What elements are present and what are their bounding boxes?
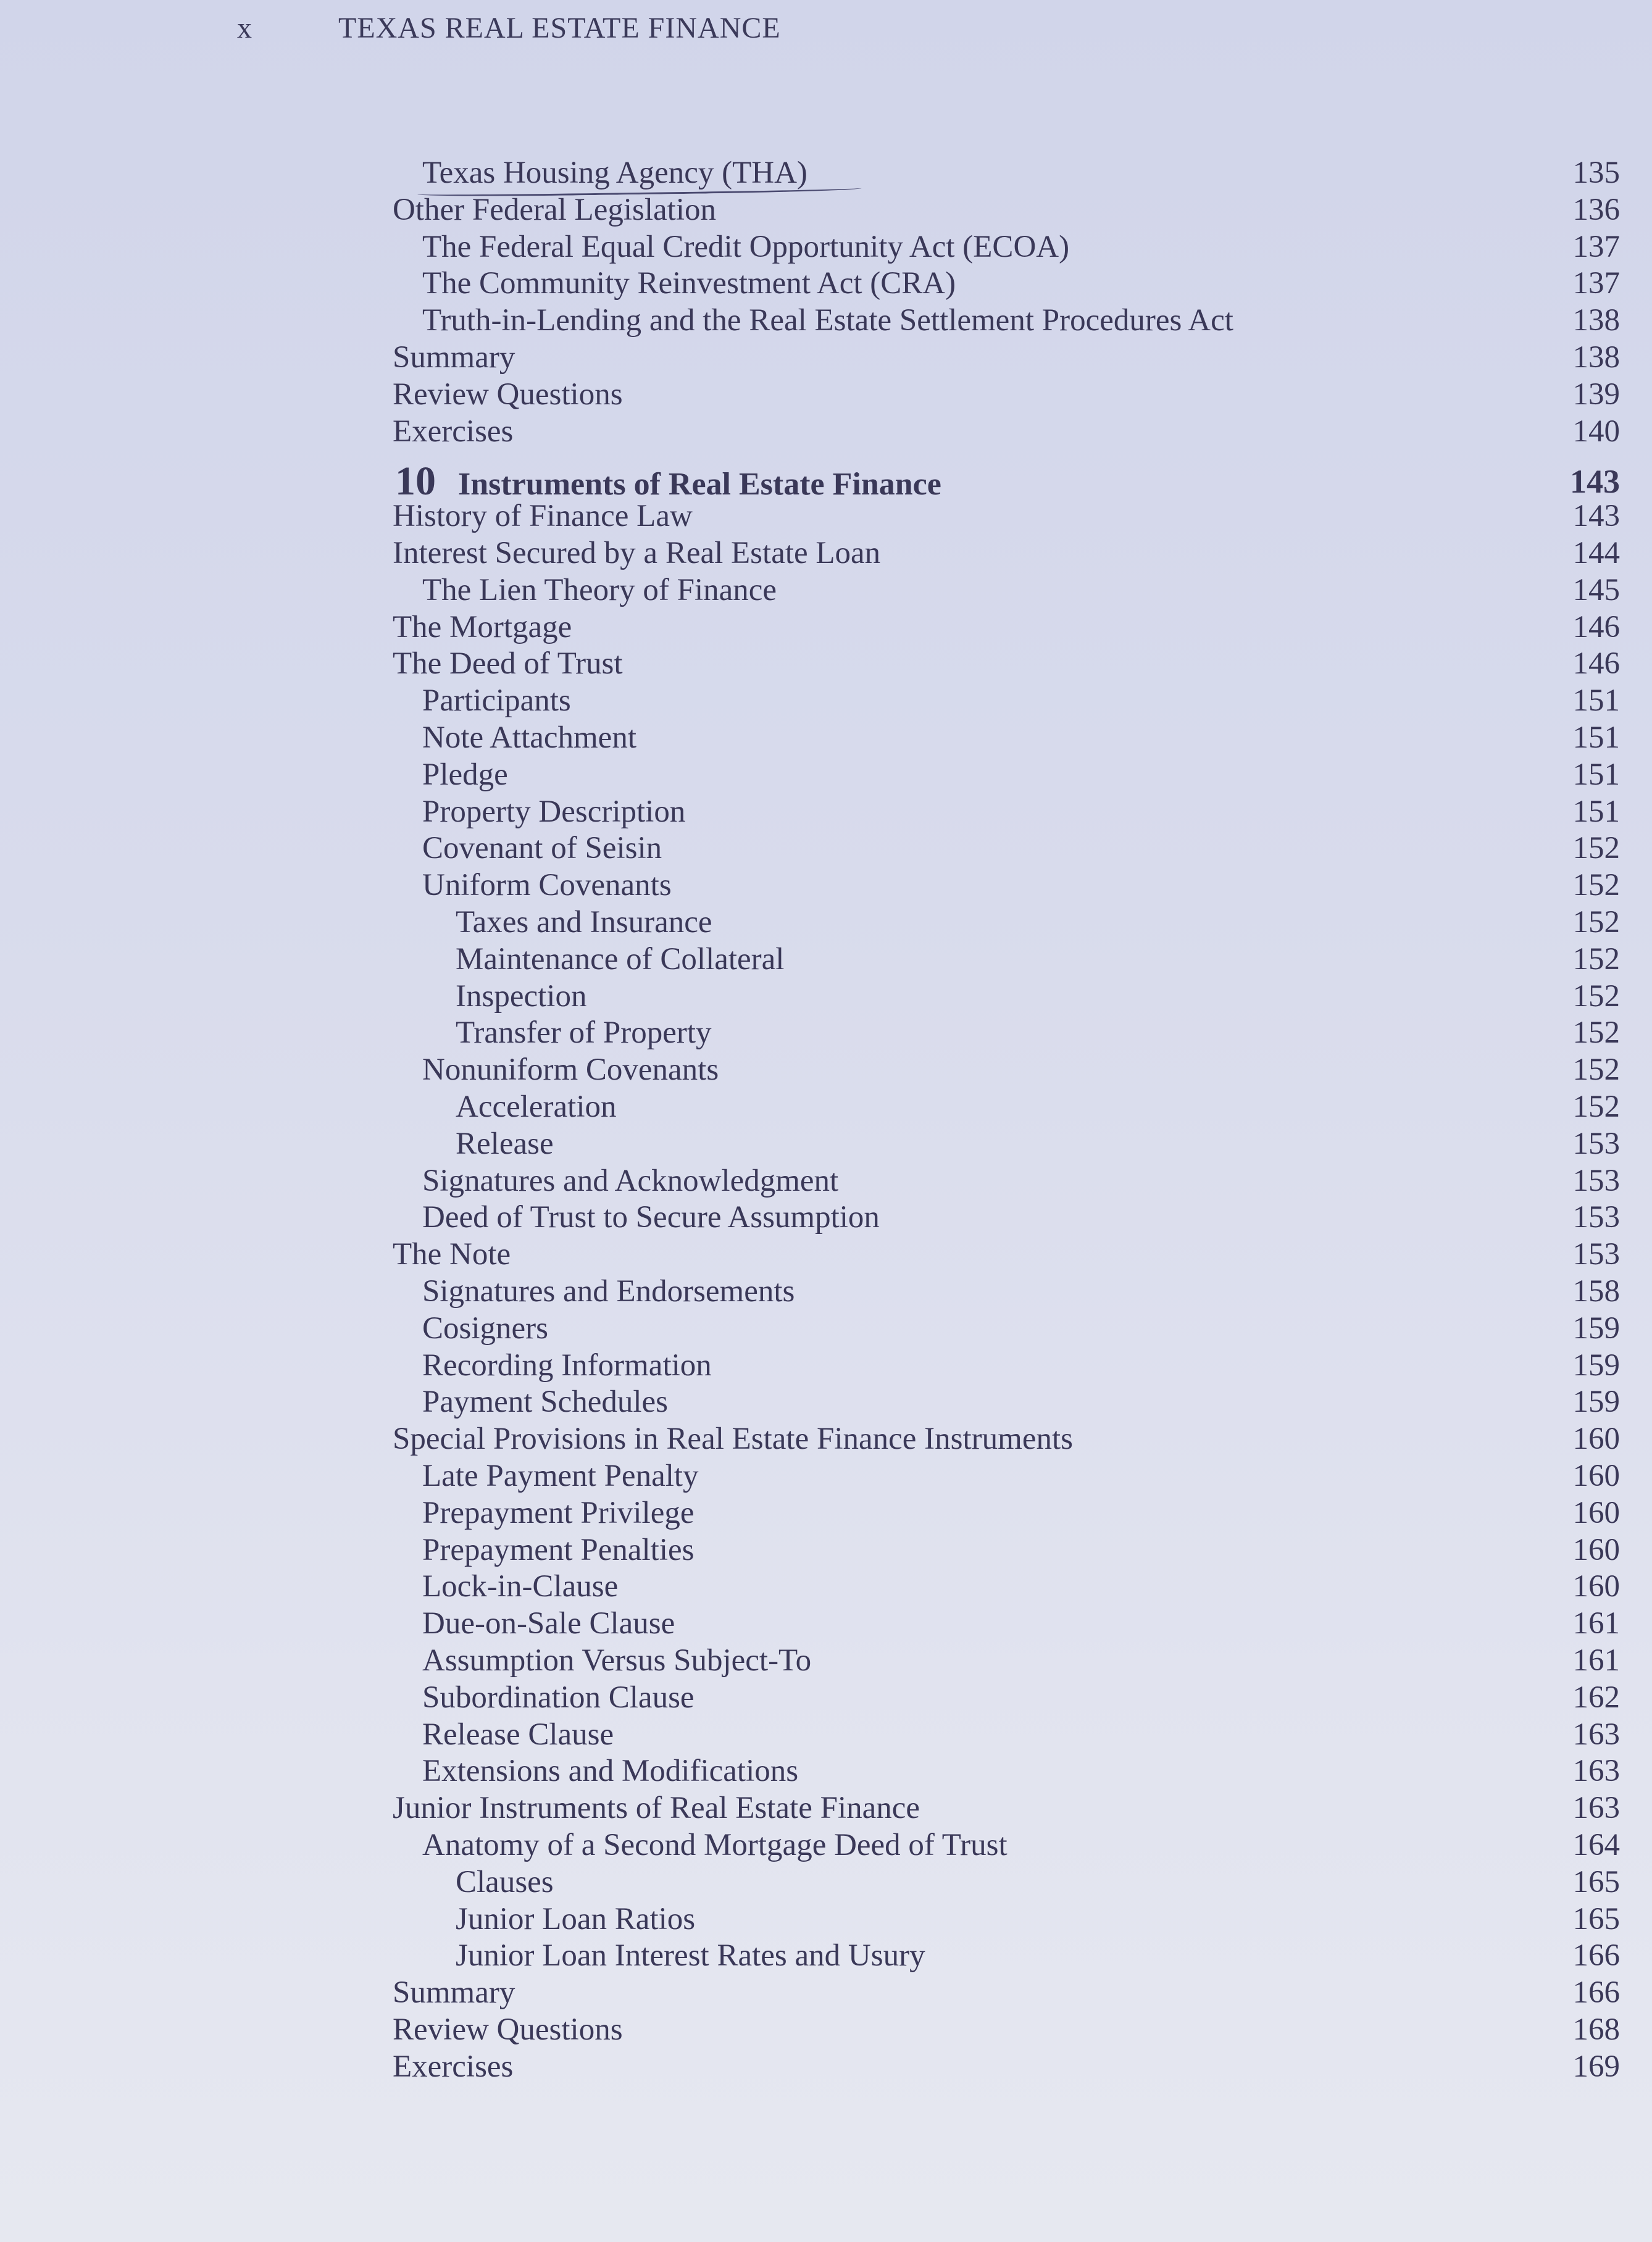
toc-entry-title: Junior Instruments of Real Estate Finance <box>393 1791 920 1825</box>
toc-page-number: 140 <box>1572 414 1620 449</box>
chapter-title: Instruments of Real Estate Finance <box>458 467 941 502</box>
toc-entry-title: Payment Schedules <box>422 1385 669 1419</box>
toc-page-number: 165 <box>1572 1902 1620 1936</box>
toc-entry <box>0 1974 1652 2011</box>
toc-page-number: 168 <box>1572 2012 1620 2047</box>
toc-page-number: 159 <box>1572 1385 1620 1419</box>
toc-entry <box>0 1383 1652 1420</box>
toc-page-number: 165 <box>1572 1865 1620 1899</box>
toc-page-number: 152 <box>1572 831 1620 865</box>
toc-entry-title: Review Questions <box>393 2012 623 2047</box>
toc-entry <box>0 1827 1652 1864</box>
toc-entry <box>0 682 1652 719</box>
toc-entry <box>0 1937 1652 1974</box>
toc-page-number: 152 <box>1572 1015 1620 1050</box>
chapter-number: 10 <box>395 459 436 504</box>
toc-page-number: 152 <box>1572 905 1620 940</box>
toc-entry-title: Summary <box>393 1975 515 2010</box>
toc-page-number: 160 <box>1572 1533 1620 1567</box>
toc-entry <box>0 1752 1652 1790</box>
toc-entry <box>0 2048 1652 2085</box>
toc-entry <box>0 1420 1652 1457</box>
toc-entry <box>0 1605 1652 1642</box>
toc-entry <box>0 339 1652 376</box>
toc-entry <box>0 1051 1652 1088</box>
toc-entry-title: Assumption Versus Subject-To <box>422 1643 812 1678</box>
toc-page-number: 137 <box>1572 266 1620 301</box>
toc-entry <box>0 719 1652 756</box>
toc-entry <box>0 756 1652 793</box>
toc-entry-title: Late Payment Penalty <box>422 1459 699 1493</box>
toc-entry-title: Other Federal Legislation <box>393 193 716 227</box>
toc-entry-title: Subordination Clause <box>422 1680 695 1715</box>
toc-entry-title: Junior Loan Ratios <box>456 1902 696 1936</box>
toc-entry-title: Nonuniform Covenants <box>422 1052 719 1087</box>
page-number: x <box>237 12 252 44</box>
toc-entry-title: Transfer of Property <box>456 1015 712 1050</box>
toc-entry <box>0 154 1652 191</box>
toc-entry <box>0 1716 1652 1753</box>
toc-page-number: 152 <box>1572 868 1620 902</box>
toc-page-number: 143 <box>1570 463 1620 500</box>
toc-entry <box>0 978 1652 1015</box>
toc-page-number: 161 <box>1572 1606 1620 1641</box>
toc-entry <box>0 2011 1652 2048</box>
toc-entry-title: Covenant of Seisin <box>422 831 662 865</box>
toc-page-number: 151 <box>1572 720 1620 755</box>
toc-entry <box>0 228 1652 265</box>
toc-page-number: 160 <box>1572 1422 1620 1456</box>
toc-entry <box>0 376 1652 413</box>
toc-page-number: 136 <box>1572 193 1620 227</box>
toc-entry-title: Prepayment Privilege <box>422 1496 695 1530</box>
toc-entry-title: Junior Loan Interest Rates and Usury <box>456 1938 925 1973</box>
toc-entry-title: Uniform Covenants <box>422 868 672 902</box>
toc-page-number: 139 <box>1572 377 1620 412</box>
toc-entry <box>0 793 1652 830</box>
toc-entry <box>0 1642 1652 1679</box>
toc-page-number: 151 <box>1572 683 1620 718</box>
toc-entry <box>0 830 1652 867</box>
toc-entry <box>0 1125 1652 1162</box>
toc-entry-title: Participants <box>422 683 571 718</box>
toc-entry-title: The Mortgage <box>393 610 572 644</box>
toc-chapter-heading <box>0 459 1652 504</box>
toc-page-number: 135 <box>1572 156 1620 190</box>
toc-entry-title: Texas Housing Agency (THA) <box>422 156 807 190</box>
toc-entry <box>0 498 1652 535</box>
toc-entry <box>0 413 1652 450</box>
toc-entry <box>0 1162 1652 1199</box>
toc-entry-title: Cosigners <box>422 1311 548 1346</box>
toc-entry-title: Property Description <box>422 794 686 829</box>
toc-entry <box>0 1790 1652 1827</box>
toc-entry <box>0 535 1652 572</box>
toc-entry <box>0 1568 1652 1605</box>
toc-entry <box>0 1088 1652 1125</box>
toc-page-number: 166 <box>1572 1975 1620 2010</box>
toc-page-number: 152 <box>1572 942 1620 977</box>
toc-entry-title: Signatures and Acknowledgment <box>422 1164 839 1198</box>
toc-entry-title: The Deed of Trust <box>393 646 623 681</box>
toc-entry-title: Interest Secured by a Real Estate Loan <box>393 536 881 570</box>
book-title: TEXAS REAL ESTATE FINANCE <box>338 12 781 44</box>
toc-entry <box>0 1236 1652 1273</box>
toc-entry-title: Pledge <box>422 757 508 792</box>
toc-page-number: 144 <box>1572 536 1620 570</box>
toc-entry-title: Note Attachment <box>422 720 636 755</box>
toc-entry <box>0 1273 1652 1310</box>
toc-entry <box>0 1864 1652 1901</box>
toc-page-number: 146 <box>1572 646 1620 681</box>
toc-page-number: 153 <box>1572 1237 1620 1272</box>
toc-entry <box>0 302 1652 339</box>
toc-entry-title: Taxes and Insurance <box>456 905 712 940</box>
toc-entry <box>0 191 1652 228</box>
toc-page-number: 160 <box>1572 1459 1620 1493</box>
toc-entry <box>0 1347 1652 1384</box>
toc-page-number: 153 <box>1572 1200 1620 1235</box>
toc-entry-title: History of Finance Law <box>393 499 693 533</box>
toc-page-number: 162 <box>1572 1680 1620 1715</box>
toc-entry-title: Prepayment Penalties <box>422 1533 695 1567</box>
toc-page-number: 163 <box>1572 1717 1620 1752</box>
toc-page-number: 159 <box>1572 1348 1620 1383</box>
toc-entry-title: Truth-in-Lending and the Real Estate Settlement Procedures Act <box>422 303 1233 338</box>
toc-page-number: 152 <box>1572 1052 1620 1087</box>
toc-entry-title: Extensions and Modifications <box>422 1754 799 1788</box>
toc-page-number: 145 <box>1572 573 1620 607</box>
toc-entry <box>0 1014 1652 1051</box>
toc-entry-title: Release <box>456 1127 554 1161</box>
toc-entry <box>0 904 1652 941</box>
running-head <box>237 11 781 45</box>
toc-entry <box>0 645 1652 682</box>
toc-page-number: 152 <box>1572 979 1620 1014</box>
toc-entry-title: The Lien Theory of Finance <box>422 573 777 607</box>
toc-entry-title: Deed of Trust to Secure Assumption <box>422 1200 880 1235</box>
toc-page-number: 159 <box>1572 1311 1620 1346</box>
toc-entry-title: Due-on-Sale Clause <box>422 1606 675 1641</box>
toc-page-number: 138 <box>1572 340 1620 375</box>
toc-page-number: 163 <box>1572 1754 1620 1788</box>
toc-entry <box>0 1531 1652 1569</box>
toc-entry-title: Exercises <box>393 2049 514 2084</box>
toc-entry <box>0 609 1652 646</box>
toc-entry <box>0 1199 1652 1236</box>
toc-entry <box>0 572 1652 609</box>
toc-entry-title: Review Questions <box>393 377 623 412</box>
toc-page-number: 152 <box>1572 1090 1620 1124</box>
toc-entry-title: Summary <box>393 340 515 375</box>
toc-page-number: 153 <box>1572 1127 1620 1161</box>
toc-entry <box>0 1679 1652 1716</box>
toc-entry-title: Exercises <box>393 414 514 449</box>
toc-entry-title: Inspection <box>456 979 587 1014</box>
toc-page-number: 161 <box>1572 1643 1620 1678</box>
toc-page-number: 137 <box>1572 230 1620 264</box>
toc-page-number: 153 <box>1572 1164 1620 1198</box>
toc-entry-title: Clauses <box>456 1865 554 1899</box>
toc-page-number: 169 <box>1572 2049 1620 2084</box>
toc-page-number: 143 <box>1572 499 1620 533</box>
toc-entry <box>0 1494 1652 1531</box>
toc-entry <box>0 265 1652 302</box>
toc-entry <box>0 1901 1652 1938</box>
toc-page-number: 164 <box>1572 1828 1620 1862</box>
toc-entry <box>0 1310 1652 1347</box>
toc-page-number: 146 <box>1572 610 1620 644</box>
toc-entry <box>0 941 1652 978</box>
toc-entry-title: The Note <box>393 1237 511 1272</box>
toc-entry <box>0 1457 1652 1494</box>
toc-page-number: 151 <box>1572 757 1620 792</box>
toc-entry-title: Maintenance of Collateral <box>456 942 785 977</box>
toc-page-number: 151 <box>1572 794 1620 829</box>
toc-entry-title: Acceleration <box>456 1090 617 1124</box>
toc-entry-title: Release Clause <box>422 1717 614 1752</box>
toc-page-number: 160 <box>1572 1496 1620 1530</box>
toc-entry-title: The Community Reinvestment Act (CRA) <box>422 266 956 301</box>
toc-entry-title: Special Provisions in Real Estate Finance Instruments <box>393 1422 1073 1456</box>
toc-page-number: 163 <box>1572 1791 1620 1825</box>
toc-entry-title: Anatomy of a Second Mortgage Deed of Trust <box>422 1828 1007 1862</box>
toc-entry-title: The Federal Equal Credit Opportunity Act (ECOA) <box>422 230 1070 264</box>
toc-page-number: 160 <box>1572 1569 1620 1604</box>
toc-page-number: 158 <box>1572 1274 1620 1309</box>
toc-entry-title: Lock-in-Clause <box>422 1569 619 1604</box>
toc-page-number: 166 <box>1572 1938 1620 1973</box>
toc-entry <box>0 867 1652 904</box>
toc-entry-title: Recording Information <box>422 1348 712 1383</box>
toc-page-number: 138 <box>1572 303 1620 338</box>
toc-entry-title: Signatures and Endorsements <box>422 1274 795 1309</box>
